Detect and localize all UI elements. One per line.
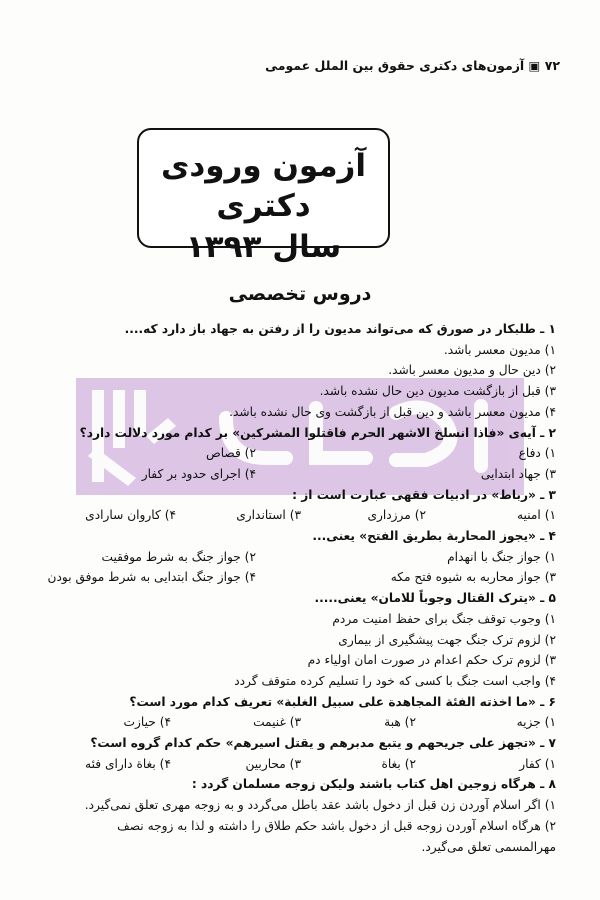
option: ۲) قصاص [205, 446, 256, 461]
q3-options-row [38, 505, 556, 525]
question-4-stem: ۴ ـ «یجوز المحاربة بطریق الفتح» یعنی... [312, 529, 556, 543]
section-heading: دروس تخصصی [228, 283, 372, 305]
option: ۲) بغاة [381, 756, 416, 771]
option: ۳) محاربین [245, 756, 301, 771]
q5-option: ۳) لزوم ترک حکم اعدام در صورت امان اولیاء دم [307, 653, 556, 668]
q2-options-row [38, 443, 556, 463]
option-line: ۲) دین حال و مدیون معسر باشد. [388, 363, 556, 378]
exam-year: سال ۱۳۹۳ [185, 229, 342, 265]
option: ۴) اجرای حدود بر کفار [141, 466, 256, 481]
option: ۱) امنیه [517, 508, 556, 523]
option: ۲) جواز جنگ به شرط موفقیت [101, 549, 256, 564]
q5-option: ۴) واجب است جنگ با کسی که خود را تسلیم کرده متوقف گردد [234, 673, 556, 688]
option: ۲) هبة [384, 715, 416, 730]
q6-options-row [38, 712, 556, 732]
question-6-stem: ۶ ـ «ما اخذته الفئة المجاهدة علی سبیل الغلبة» تعریف کدام مورد است؟ [129, 694, 556, 709]
q8-option: ۲) هرگاه اسلام آوردن زوجه قبل از دخول باشد حکم طلاق را داشته و لذا به زوجه نصف [117, 818, 556, 833]
q8-option: ۱) اگر اسلام آوردن زن قبل از دخول باشد عقد باطل می‌گردد و به زوجه مهری تعلق نمی‌گیرد. [84, 798, 556, 813]
option: ۲) مرزداری [367, 508, 426, 523]
option: ۴) بغاة دارای فئه [85, 756, 171, 771]
option-line: ۱) مدیون معسر باشد. [443, 342, 556, 357]
question-1-stem: ۱ ـ طلبکار در صورق که می‌تواند مدیون را از رفتن به جهاد باز دارد که.... [124, 322, 556, 336]
option: ۳) استانداری [236, 508, 301, 523]
q5-option: ۱) وجوب توقف جنگ برای حفظ امنیت مردم [332, 611, 556, 626]
option: ۴) حیازت [123, 715, 171, 730]
option: ۱) دفاع [518, 446, 556, 461]
option-line: ۳) قبل از بازگشت مدیون دین حال نشده باشد. [319, 384, 556, 399]
question-2-stem: ۲ ـ آیه‌ی «فاذا انسلخ الاشهر الحرم فاقتلوا المشرکین» بر کدام مورد دلالت دارد؟ [79, 425, 556, 440]
option: ۱) کفار [519, 756, 556, 771]
question-3-stem: ۳ ـ «رباط» در ادبیات فقهی عبارت است از : [292, 487, 556, 502]
option: ۳) جواز محاربه به شیوه فتح مکه [390, 570, 556, 585]
option: ۳) جهاد ابتدایی [480, 466, 556, 481]
option: ۱) جزیه [516, 715, 556, 730]
question-8-stem: ۸ ـ هرگاه زوجین اهل کتاب باشند ولیکن زوجه مسلمان گردد : [191, 777, 556, 792]
option: ۴) جواز جنگ ابتدایی به شرط موفق بودن [47, 570, 256, 585]
q7-options-row [38, 754, 556, 774]
option: ۴) کاروان سارادی [85, 508, 176, 523]
exam-title: آزمون ورودی دکتری [160, 148, 367, 224]
q8-option: مهرالمسمی تعلق می‌گیرد. [421, 839, 556, 854]
q2-options-row [38, 464, 556, 484]
option-line: ۴) مدیون معسر باشد و دین قبل از بازگشت وی حال نشده باشد. [229, 404, 556, 419]
q4-options-row [38, 567, 556, 587]
q4-options-row [38, 547, 556, 567]
header-text: ۷۲ ▣ آزمون‌های دکتری حقوق بین الملل عمومی [265, 58, 560, 73]
option: ۱) جواز جنگ با انهدام [447, 549, 556, 564]
question-7-stem: ۷ ـ «تجهز علی جریحهم و یتبع مدبرهم و یقتل اسیرهم» حکم کدام گروه است؟ [90, 736, 556, 750]
question-5-stem: ۵ ـ «یترک القتال وجوباً للامان» یعنی..... [314, 591, 556, 606]
option: ۳) غنیمت [253, 715, 301, 730]
q5-option: ۲) لزوم ترک جنگ جهت پیشگیری از بیماری [338, 632, 556, 647]
